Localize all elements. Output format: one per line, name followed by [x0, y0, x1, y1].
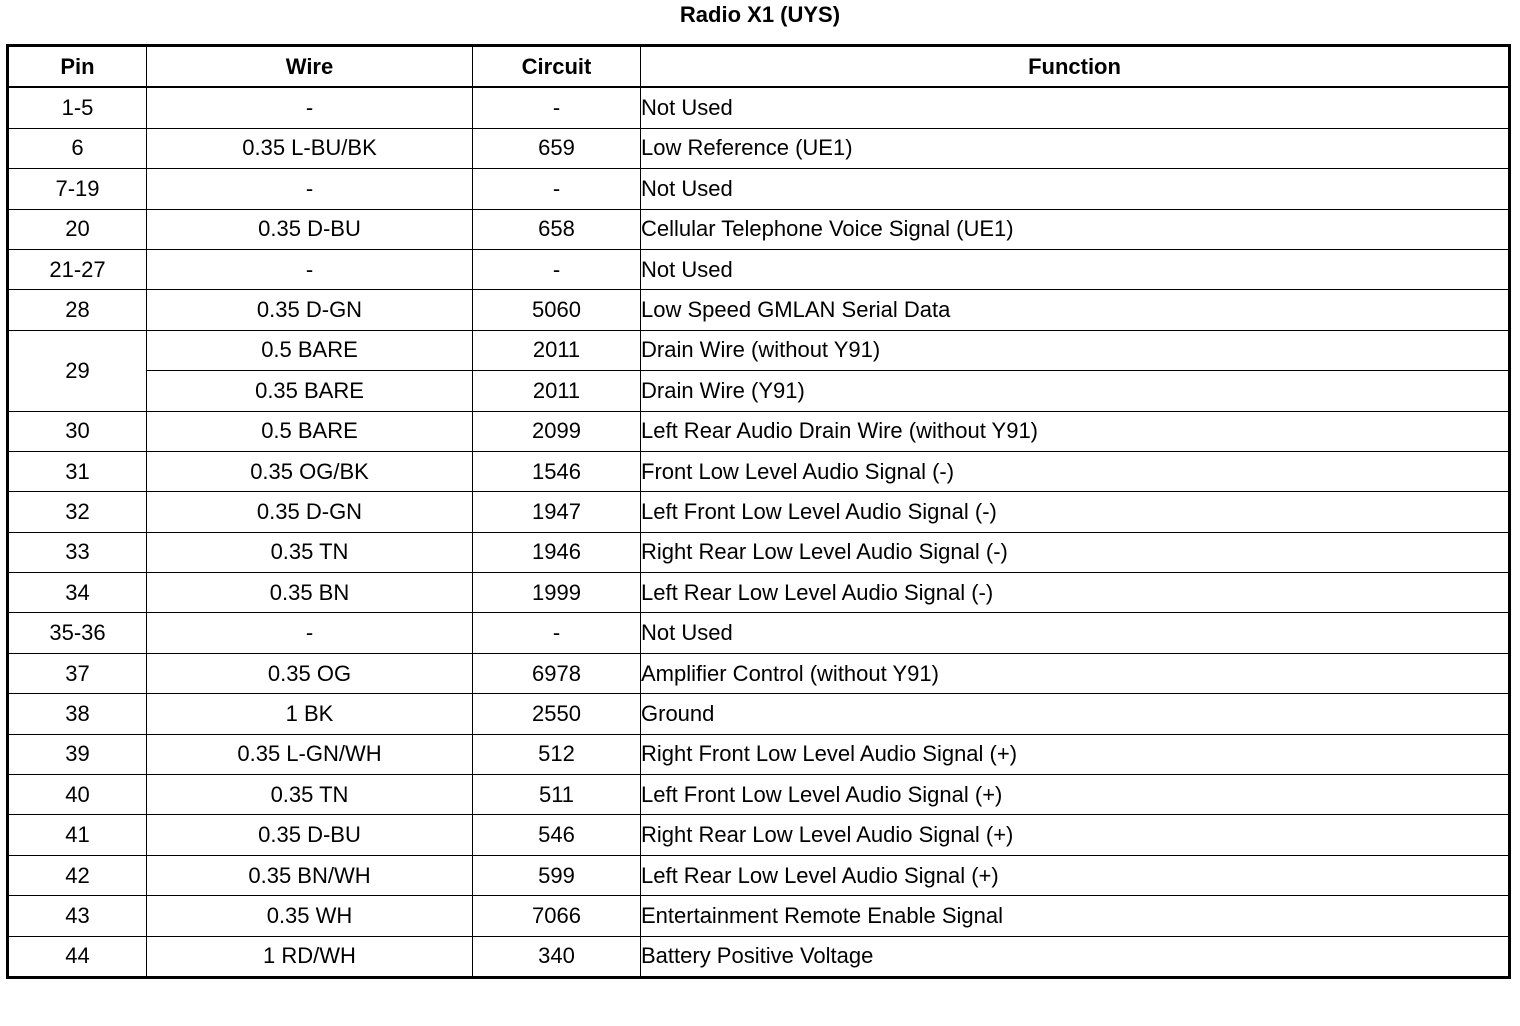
pin-cell: 42 — [8, 855, 147, 895]
circuit-cell: 7066 — [473, 896, 641, 936]
pin-cell: 40 — [8, 775, 147, 815]
wire-cell: 0.35 L-GN/WH — [147, 734, 473, 774]
pin-cell: 1-5 — [8, 87, 147, 128]
function-cell: Right Front Low Level Audio Signal (+) — [641, 734, 1510, 774]
function-cell: Not Used — [641, 613, 1510, 653]
table-row — [8, 855, 1510, 895]
circuit-cell: 546 — [473, 815, 641, 855]
function-cell: Amplifier Control (without Y91) — [641, 653, 1510, 693]
wire-cell: 1 RD/WH — [147, 936, 473, 977]
table-row — [8, 613, 1510, 653]
wire-cell: - — [147, 613, 473, 653]
table-row — [8, 573, 1510, 613]
function-cell: Low Reference (UE1) — [641, 128, 1510, 168]
pin-cell: 39 — [8, 734, 147, 774]
wire-cell: - — [147, 87, 473, 128]
table-row — [8, 371, 1510, 411]
table-row — [8, 87, 1510, 128]
table-row — [8, 896, 1510, 936]
circuit-cell: 1999 — [473, 573, 641, 613]
table-body — [8, 87, 1510, 977]
pin-cell: 6 — [8, 128, 147, 168]
wire-cell: 0.35 D-GN — [147, 290, 473, 330]
circuit-cell: 1946 — [473, 532, 641, 572]
function-cell: Left Rear Audio Drain Wire (without Y91) — [641, 411, 1510, 451]
table-row — [8, 330, 1510, 370]
pin-cell: 35-36 — [8, 613, 147, 653]
wire-cell: 0.35 TN — [147, 775, 473, 815]
table-row — [8, 492, 1510, 532]
column-header-wire: Wire — [147, 46, 473, 88]
pin-cell: 43 — [8, 896, 147, 936]
circuit-cell: 2099 — [473, 411, 641, 451]
pin-cell: 28 — [8, 290, 147, 330]
table-row — [8, 936, 1510, 977]
wire-cell: - — [147, 249, 473, 289]
wire-cell: 0.35 D-GN — [147, 492, 473, 532]
circuit-cell: 1546 — [473, 451, 641, 491]
pin-cell: 33 — [8, 532, 147, 572]
function-cell: Front Low Level Audio Signal (-) — [641, 451, 1510, 491]
function-cell: Drain Wire (without Y91) — [641, 330, 1510, 370]
column-header-circuit: Circuit — [473, 46, 641, 88]
function-cell: Not Used — [641, 249, 1510, 289]
function-cell: Not Used — [641, 87, 1510, 128]
pin-cell: 29 — [8, 330, 147, 411]
table-row — [8, 209, 1510, 249]
circuit-cell: 5060 — [473, 290, 641, 330]
wire-cell: 0.35 OG — [147, 653, 473, 693]
circuit-cell: - — [473, 249, 641, 289]
pin-cell: 34 — [8, 573, 147, 613]
function-cell: Right Rear Low Level Audio Signal (-) — [641, 532, 1510, 572]
circuit-cell: 658 — [473, 209, 641, 249]
table-row — [8, 815, 1510, 855]
wire-cell: 0.35 OG/BK — [147, 451, 473, 491]
column-header-pin: Pin — [8, 46, 147, 88]
header-row — [8, 46, 1510, 88]
circuit-cell: 340 — [473, 936, 641, 977]
pin-cell: 44 — [8, 936, 147, 977]
circuit-cell: 659 — [473, 128, 641, 168]
function-cell: Left Rear Low Level Audio Signal (-) — [641, 573, 1510, 613]
wire-cell: 1 BK — [147, 694, 473, 734]
circuit-cell: 2011 — [473, 371, 641, 411]
circuit-cell: - — [473, 87, 641, 128]
circuit-cell: 512 — [473, 734, 641, 774]
circuit-cell: 2011 — [473, 330, 641, 370]
table-row — [8, 694, 1510, 734]
function-cell: Entertainment Remote Enable Signal — [641, 896, 1510, 936]
table-row — [8, 290, 1510, 330]
wire-cell: 0.35 D-BU — [147, 209, 473, 249]
circuit-cell: - — [473, 169, 641, 209]
table-row — [8, 249, 1510, 289]
function-cell: Low Speed GMLAN Serial Data — [641, 290, 1510, 330]
wire-cell: 0.35 D-BU — [147, 815, 473, 855]
circuit-cell: 511 — [473, 775, 641, 815]
function-cell: Left Front Low Level Audio Signal (+) — [641, 775, 1510, 815]
table-row — [8, 734, 1510, 774]
table-row — [8, 411, 1510, 451]
function-cell: Battery Positive Voltage — [641, 936, 1510, 977]
function-cell: Drain Wire (Y91) — [641, 371, 1510, 411]
page-title: Radio X1 (UYS) — [679, 2, 841, 27]
table-row — [8, 128, 1510, 168]
column-header-function: Function — [641, 46, 1510, 88]
wire-cell: 0.5 BARE — [147, 330, 473, 370]
wire-cell: 0.35 L-BU/BK — [147, 128, 473, 168]
function-cell: Left Front Low Level Audio Signal (-) — [641, 492, 1510, 532]
pin-cell: 7-19 — [8, 169, 147, 209]
pin-cell: 30 — [8, 411, 147, 451]
function-cell: Right Rear Low Level Audio Signal (+) — [641, 815, 1510, 855]
pin-cell: 31 — [8, 451, 147, 491]
pin-cell: 32 — [8, 492, 147, 532]
wire-cell: 0.35 TN — [147, 532, 473, 572]
table-row — [8, 775, 1510, 815]
circuit-cell: 599 — [473, 855, 641, 895]
pin-cell: 37 — [8, 653, 147, 693]
table-row — [8, 169, 1510, 209]
pin-cell: 38 — [8, 694, 147, 734]
pin-cell: 41 — [8, 815, 147, 855]
function-cell: Cellular Telephone Voice Signal (UE1) — [641, 209, 1510, 249]
function-cell: Left Rear Low Level Audio Signal (+) — [641, 855, 1510, 895]
wire-cell: 0.35 BN — [147, 573, 473, 613]
pin-cell: 21-27 — [8, 249, 147, 289]
circuit-cell: - — [473, 613, 641, 653]
wire-cell: - — [147, 169, 473, 209]
table-row — [8, 451, 1510, 491]
wire-cell: 0.35 BN/WH — [147, 855, 473, 895]
wire-cell: 0.5 BARE — [147, 411, 473, 451]
function-cell: Not Used — [641, 169, 1510, 209]
pin-cell: 20 — [8, 209, 147, 249]
function-cell: Ground — [641, 694, 1510, 734]
wire-cell: 0.35 BARE — [147, 371, 473, 411]
circuit-cell: 1947 — [473, 492, 641, 532]
circuit-cell: 2550 — [473, 694, 641, 734]
table-header — [8, 46, 1510, 88]
connector-pinout-table — [6, 44, 1511, 979]
table-row — [8, 532, 1510, 572]
wire-cell: 0.35 WH — [147, 896, 473, 936]
circuit-cell: 6978 — [473, 653, 641, 693]
table-row — [8, 653, 1510, 693]
